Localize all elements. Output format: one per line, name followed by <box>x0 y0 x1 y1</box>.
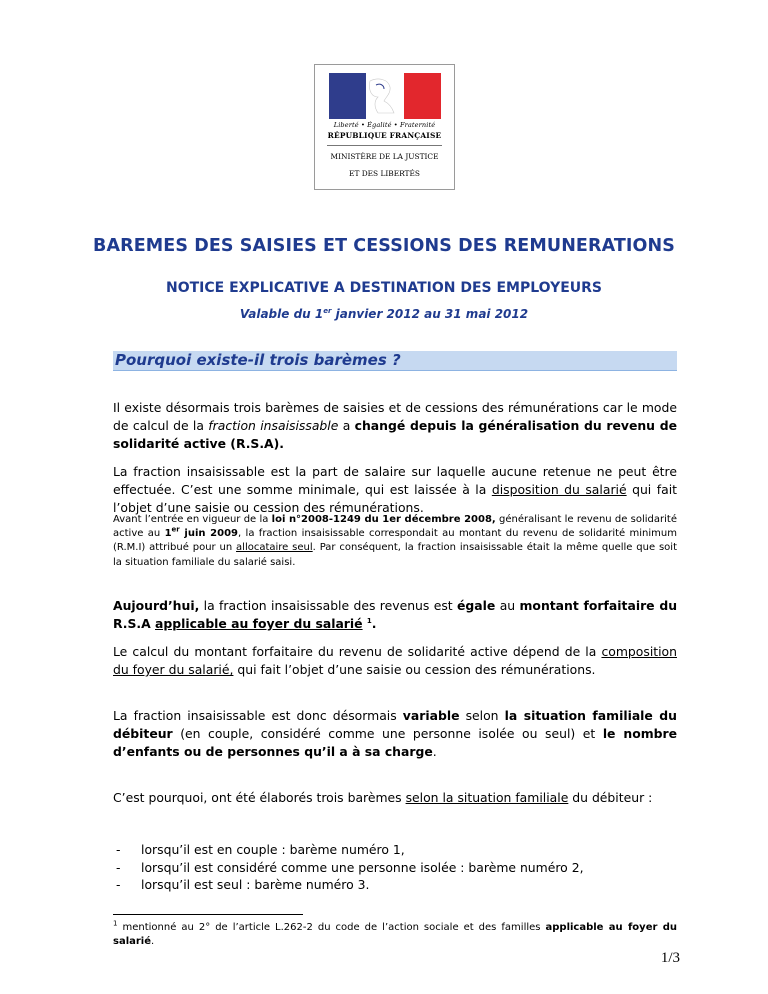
marianne-flag-icon <box>329 73 441 119</box>
logo-republique: RÉPUBLIQUE FRANÇAISE <box>327 131 442 140</box>
list-item: - lorsqu’il est en couple : barème numéro 1, <box>116 842 405 857</box>
document-subtitle: NOTICE EXPLICATIVE A DESTINATION DES EMPLOYEURS <box>166 280 602 296</box>
footnote-ref: 1 <box>366 616 372 625</box>
logo-ministere-line1: MINISTÈRE DE LA JUSTICE <box>330 152 439 161</box>
paragraph-three-scales: C’est pourquoi, ont été élaborés trois barèmes selon la situation familiale du débiteur : <box>113 790 653 805</box>
validity-period: Valable du 1er janvier 2012 au 31 mai 2012 <box>239 307 529 321</box>
page-number: 1/3 <box>660 950 680 966</box>
scale-list <box>113 841 677 894</box>
section-heading: Pourquoi existe-il trois barèmes ? <box>113 351 677 371</box>
paragraph-history: Avant l’entrée en vigueur de la loi n°2008-1249 du 1er décembre 2008, généralisant le revenu de solidarité active au 1er juin 2009, la fraction insaisissable correspondait au montant du revenu de solidarité minimum (R.M.I) attribué pour un allocataire seul. Par conséquent, la fraction insaisissable était la même quelle que soit la situation familiale du salarié saisi. <box>113 514 677 568</box>
list-item: - lorsqu’il est considéré comme une personne isolée : barème numéro 2, <box>116 859 584 875</box>
paragraph-calculation: Le calcul du montant forfaitaire du revenu de solidarité active dépend de la composition du foyer du salarié, qui fait l’objet d’une saisie ou cession des rémunérations. <box>113 644 677 677</box>
document-title: BAREMES DES SAISIES ET CESSIONS DES REMUNERATIONS <box>93 236 675 256</box>
footnote-separator <box>113 914 303 915</box>
list-item: - lorsqu’il est seul : barème numéro 3. <box>116 877 370 892</box>
paragraph-definition: La fraction insaisissable est la part de salaire sur laquelle aucune retenue ne peut être effectuée. C’est une somme minimale, qui est laissée à la disposition du salarié qui fait l’objet d’une saisie ou cession des rémunérations. <box>113 464 677 515</box>
logo-ministere-line2: ET DES LIBERTÉS <box>349 169 420 178</box>
logo-devise: Liberté • Égalité • Fraternité <box>333 121 436 129</box>
paragraph-today: Aujourd’hui, la fraction insaisissable des revenus est égale au montant forfaitaire du R.S.A applicable au foyer du salarié $^1$. <box>113 598 678 631</box>
ministry-logo <box>314 64 455 190</box>
paragraph-intro: Il existe désormais trois barèmes de saisies et de cessions des rémunérations car le mode de calcul de la fraction insaisissable a changé depuis la généralisation du revenu de solidarité active (R.S.A). <box>113 400 677 451</box>
footnote: $^1$ mentionné au 2° de l’article L.262-2 du code de l’action sociale et des familles applicable au foyer du salarié. <box>113 919 677 947</box>
logo-divider <box>327 145 442 146</box>
paragraph-variable: La fraction insaisissable est donc désormais variable selon la situation familiale du débiteur (en couple, considéré comme une personne isolée ou seul) et le nombre d’enfants ou de personnes qu’il a à sa charge. <box>113 708 678 759</box>
